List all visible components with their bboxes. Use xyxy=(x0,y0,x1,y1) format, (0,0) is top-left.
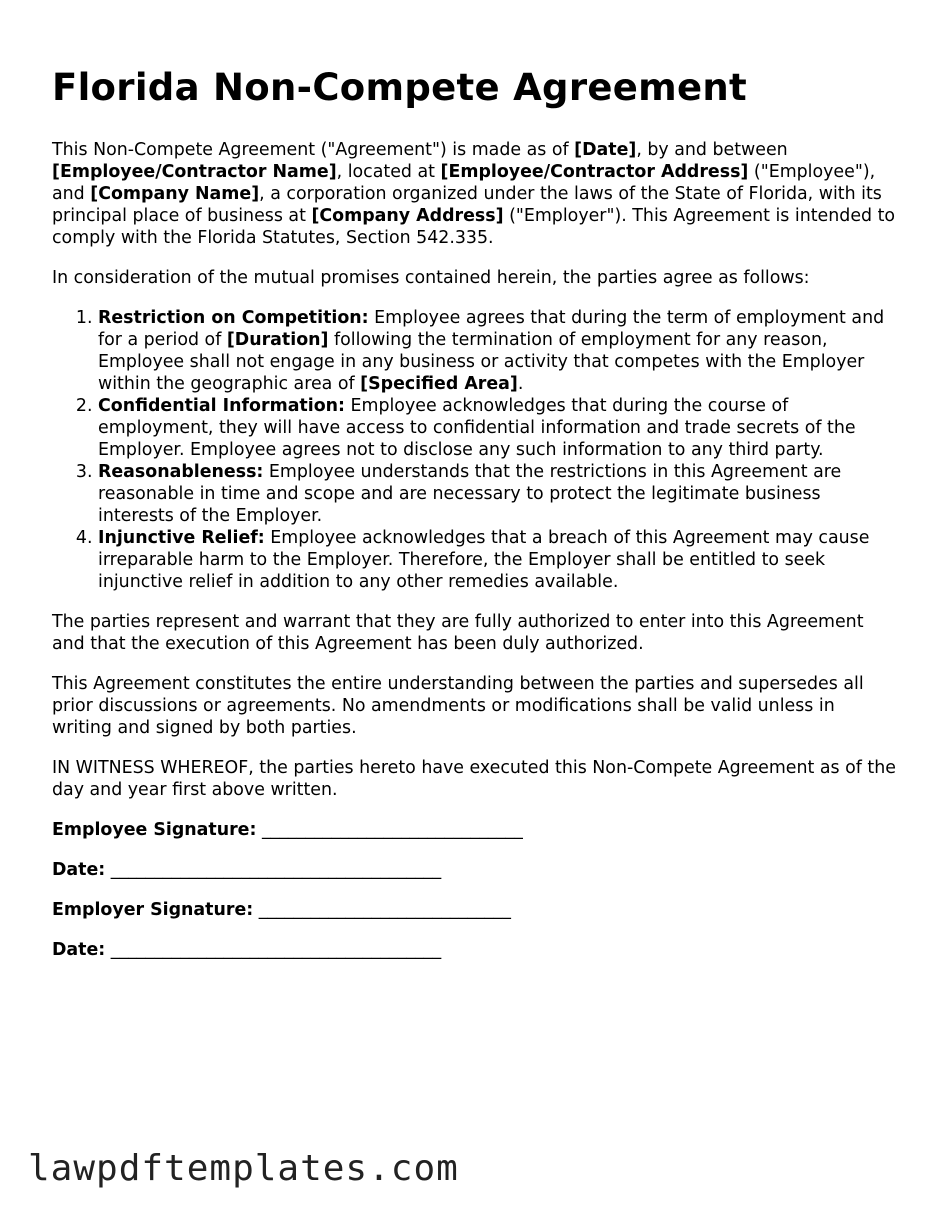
entire-agreement-paragraph: This Agreement constitutes the entire understanding between the parties and supersedes all prior discussions or agreements. No amendments or modifications shall be valid unless in writing and signed by both parties. xyxy=(52,674,864,738)
date-label: Date: xyxy=(52,940,106,960)
signature-label: Employer Signature: xyxy=(52,900,254,920)
employer-signature-line[interactable] xyxy=(52,899,898,921)
date-label: Date: xyxy=(52,860,106,880)
signature-blank[interactable]: _____________________________ xyxy=(253,900,511,920)
item-text: Employee understands that the restrictions in this Agreement are reasonable in time and scope and are necessary to protect the legitimate business interests of the Employer. xyxy=(98,462,842,526)
item-text: Employee acknowledges that during the course of employment, they will have access to confidential information and trade secrets of the Employer. Employee agrees not to disclose any such information to any third party. xyxy=(98,396,856,460)
intro-text: , located at xyxy=(336,162,441,182)
intro-text: , a corporation organized under the laws of the State of Florida, with its principal place of business at xyxy=(52,184,882,226)
date-blank[interactable]: ______________________________________ xyxy=(105,940,442,960)
employee-address-placeholder: [Employee/Contractor Address] xyxy=(440,162,749,182)
item-heading: Reasonableness: xyxy=(98,462,264,482)
intro-text: This Non-Compete Agreement ("Agreement") is made as of xyxy=(52,140,575,160)
intro-paragraph xyxy=(52,139,898,249)
site-watermark: lawpdftemplates.com xyxy=(28,1148,459,1189)
employer-date-line[interactable] xyxy=(52,939,898,961)
item-text: . xyxy=(517,374,524,394)
intro-text: ("Employer"). This Agreement is intended to comply with the Florida Statutes, Section 542.335. xyxy=(52,206,896,248)
item-heading: Confidential Information: xyxy=(98,396,345,416)
list-item xyxy=(98,307,898,395)
item-heading: Injunctive Relief: xyxy=(98,528,265,548)
terms-list xyxy=(52,307,898,593)
consideration-paragraph: In consideration of the mutual promises contained herein, the parties agree as follows: xyxy=(52,268,810,288)
witness-paragraph: IN WITNESS WHEREOF, the parties hereto have executed this Non-Compete Agreement as of the day and year first above written. xyxy=(52,758,896,800)
duration-placeholder: [Duration] xyxy=(226,330,329,350)
list-item xyxy=(98,527,898,593)
area-placeholder: [Specified Area] xyxy=(360,374,518,394)
company-name-placeholder: [Company Name] xyxy=(90,184,260,204)
date-placeholder: [Date] xyxy=(574,140,637,160)
intro-text: ("Employee"), and xyxy=(52,162,876,204)
list-item xyxy=(98,395,898,461)
signature-label: Employee Signature: xyxy=(52,820,257,840)
date-blank[interactable]: ______________________________________ xyxy=(105,860,442,880)
item-heading: Restriction on Competition: xyxy=(98,308,369,328)
warranty-paragraph: The parties represent and warrant that they are fully authorized to enter into this Agreement and that the execution of this Agreement has been duly authorized. xyxy=(52,612,864,654)
employee-signature-line[interactable] xyxy=(52,819,898,841)
signature-blank[interactable]: ______________________________ xyxy=(256,820,523,840)
list-item xyxy=(98,461,898,527)
intro-text: , by and between xyxy=(636,140,788,160)
item-text: Employee agrees that during the term of employment and for a period of xyxy=(98,308,885,350)
employee-date-line[interactable] xyxy=(52,859,898,881)
company-address-placeholder: [Company Address] xyxy=(311,206,504,226)
document-title: Florida Non-Compete Agreement xyxy=(52,66,748,109)
document-page xyxy=(52,64,898,979)
item-text: Employee acknowledges that a breach of this Agreement may cause irreparable harm to the Employer. Therefore, the Employer shall be entitled to seek injunctive relief in addition to any other remedies available. xyxy=(98,528,870,592)
employee-name-placeholder: [Employee/Contractor Name] xyxy=(52,162,337,182)
item-text: following the termination of employment for any reason, Employee shall not engage in any business or activity that competes with the Employer within the geographic area of xyxy=(98,330,865,394)
